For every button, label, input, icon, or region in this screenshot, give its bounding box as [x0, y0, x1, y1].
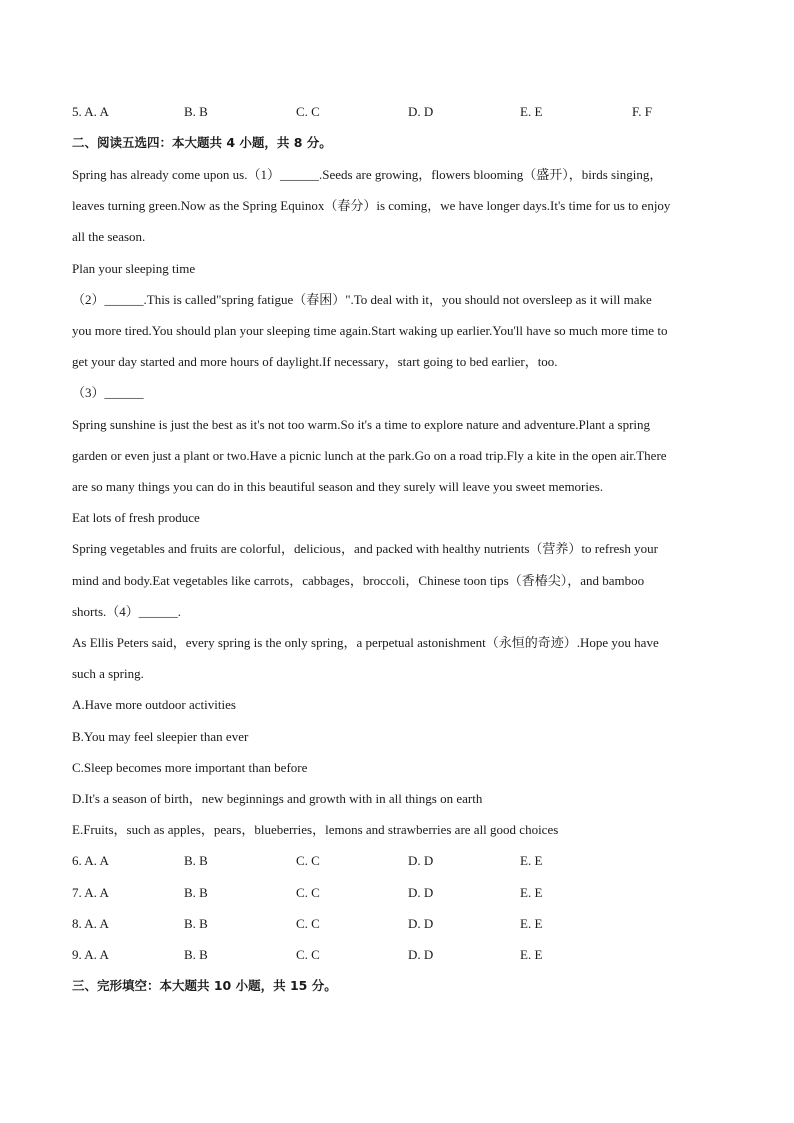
- passage-line: you more tired.You should plan your sleeping time again.Start waking up earlier.You'll have so much more time to: [72, 323, 668, 338]
- option-b: B. B: [184, 916, 208, 931]
- option-d: D. D: [408, 885, 434, 900]
- passage-line: Spring has already come upon us.（1）______.Seeds are growing，flowers blooming（盛开），birds singing，: [72, 167, 663, 182]
- question-8-options: [72, 916, 732, 932]
- choice-c: C.Sleep becomes more important than before: [72, 760, 308, 775]
- choice-a: A.Have more outdoor activities: [72, 697, 236, 712]
- passage-line: （2）______.This is called"spring fatigue（春困）".To deal with it，you should not oversleep as it will make: [72, 292, 652, 307]
- option-a: [72, 104, 109, 120]
- passage-line: such a spring.: [72, 666, 144, 681]
- option-f: F. F: [632, 104, 652, 119]
- question-number: 8.: [72, 916, 82, 931]
- option-a-label: A. A: [84, 104, 109, 119]
- question-7-options: [72, 885, 732, 901]
- passage-line: Spring sunshine is just the best as it's not too warm.So it's a time to explore nature and adventure.Plant a spring: [72, 417, 651, 432]
- passage-line: all the season.: [72, 229, 146, 244]
- question-number: 9.: [72, 947, 82, 962]
- passage-line: get your day started and more hours of daylight.If necessary，start going to bed earlier，too.: [72, 354, 558, 369]
- option-a-label: A. A: [84, 885, 109, 900]
- option-a: [72, 853, 109, 869]
- option-b: B. B: [184, 853, 208, 868]
- option-c: C. C: [296, 853, 320, 868]
- option-b: B. B: [184, 885, 208, 900]
- question-5-options: [72, 104, 732, 120]
- choice-e: E.Fruits，such as apples，pears，blueberries，lemons and strawberries are all good choices: [72, 822, 559, 837]
- option-a-label: A. A: [84, 853, 109, 868]
- option-c: C. C: [296, 104, 320, 119]
- choice-d: D.It's a season of birth，new beginnings and growth with in all things on earth: [72, 791, 483, 806]
- option-d: D. D: [408, 947, 434, 962]
- option-e: E. E: [520, 853, 543, 868]
- subheading-produce: Eat lots of fresh produce: [72, 510, 200, 525]
- passage-line: are so many things you can do in this beautiful season and they surely will leave you sweet memories.: [72, 479, 604, 494]
- option-e: E. E: [520, 947, 543, 962]
- option-a: [72, 947, 109, 963]
- option-b: B. B: [184, 947, 208, 962]
- passage-line: mind and body.Eat vegetables like carrots，cabbages，broccoli，Chinese toon tips（香椿尖），and bamboo: [72, 573, 645, 588]
- option-b: B. B: [184, 104, 208, 119]
- question-number: 5.: [72, 104, 82, 119]
- question-9-options: [72, 947, 732, 963]
- subheading-blank-3: （3）______: [72, 385, 144, 400]
- option-c: C. C: [296, 916, 320, 931]
- choice-b: B.You may feel sleepier than ever: [72, 729, 249, 744]
- option-a-label: A. A: [84, 947, 109, 962]
- passage-line: Spring vegetables and fruits are colorful，delicious，and packed with healthy nutrients（营养）to refresh your: [72, 541, 658, 556]
- question-number: 6.: [72, 853, 82, 868]
- passage-line: As Ellis Peters said，every spring is the only spring，a perpetual astonishment（永恒的奇迹）.Hope you have: [72, 635, 659, 650]
- option-c: C. C: [296, 885, 320, 900]
- option-a-label: A. A: [84, 916, 109, 931]
- option-a: [72, 885, 109, 901]
- passage-line: shorts.（4）______.: [72, 604, 182, 619]
- option-d: D. D: [408, 853, 434, 868]
- option-d: D. D: [408, 916, 434, 931]
- option-e: E. E: [520, 104, 543, 119]
- option-e: E. E: [520, 916, 543, 931]
- option-c: C. C: [296, 947, 320, 962]
- passage-line: leaves turning green.Now as the Spring Equinox（春分）is coming，we have longer days.It's time for us to enjoy: [72, 198, 671, 213]
- passage-line: garden or even just a plant or two.Have a picnic lunch at the park.Go on a road trip.Fly a kite in the open air.There: [72, 448, 667, 463]
- option-a: [72, 916, 109, 932]
- option-d: D. D: [408, 104, 434, 119]
- question-6-options: [72, 853, 732, 869]
- question-number: 7.: [72, 885, 82, 900]
- section-3-title: 三、完形填空：本大题共 10 小题，共 15 分。: [72, 978, 337, 993]
- option-e: E. E: [520, 885, 543, 900]
- section-2-title: 二、阅读五选四：本大题共 4 小题，共 8 分。: [72, 135, 332, 150]
- subheading-sleeping: Plan your sleeping time: [72, 261, 196, 276]
